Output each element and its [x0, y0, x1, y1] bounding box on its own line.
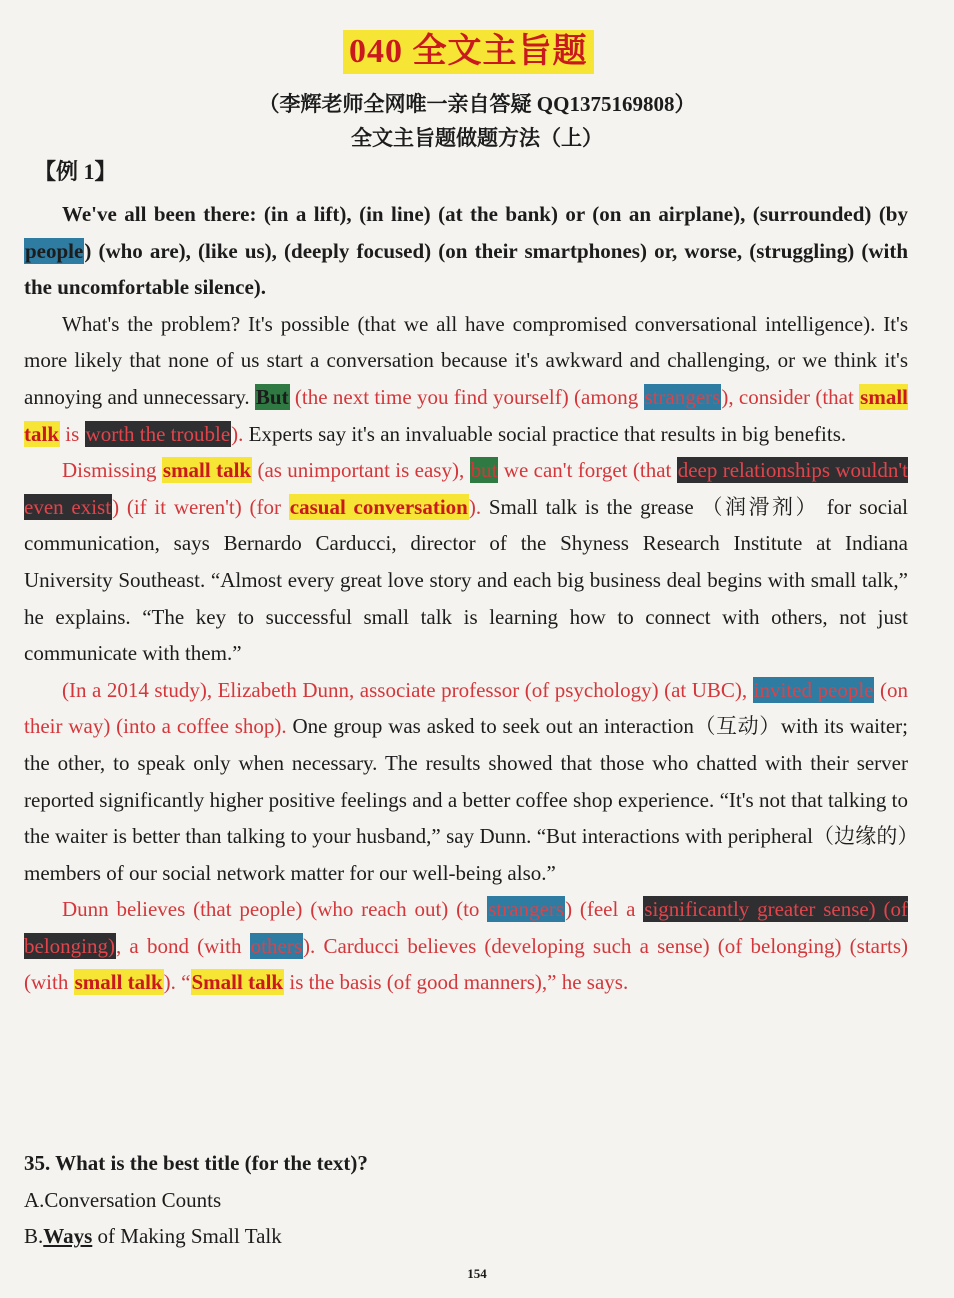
p5-text-c: , a bond (with	[115, 933, 250, 958]
page-title: 040 全文主旨题	[343, 30, 594, 74]
question-block	[24, 1145, 908, 1255]
highlight-but: But	[255, 384, 289, 409]
paragraph-3	[24, 452, 908, 672]
p4-text-c: One group was asked to seek out an interaction（互动）with its waiter; the other, to speak only when necessary. The results showed that those who chatted with their server reported significantly higher positive feelings and a better coffee shop experience. “It's not that talking to the waiter is better than talking to your husband,” say Dunn. “But interactions with peripheral（边缘的）members of our social network matter for our well-being also.”	[24, 714, 908, 885]
highlight-strangers: strangers	[488, 897, 565, 922]
p2-text-d: is	[60, 421, 85, 446]
p5-text-e: ). “	[163, 970, 191, 995]
p2-text-f: Experts say it's an invaluable social practice that results in big benefits.	[243, 421, 847, 446]
highlight-others: others	[250, 933, 302, 958]
highlight-small-talk-2: Small talk	[191, 970, 284, 995]
question-text: 35. What is the best title (for the text)?	[24, 1151, 368, 1175]
option-b-rest: of Making Small Talk	[92, 1224, 282, 1249]
highlight-deep-relationships: deep relationships wouldn't even exist	[24, 458, 909, 519]
subtitle-method: 全文主旨题做题方法（上）	[351, 126, 603, 150]
p1-text-a: We've all been there: (in a lift), (in line) (at the bank) or (on an airplane), (surrounded) (by	[62, 202, 908, 226]
p5-text-a: Dunn believes (that people) (who reach out) (to	[62, 897, 488, 922]
paragraph-2	[24, 306, 908, 452]
p1-text-b: ) (who are), (like us), (deeply focused) (on their smartphones) or, worse, (struggling) (with the uncomfortable silence).	[24, 238, 908, 300]
p2-text-c: ), consider (that	[721, 384, 860, 409]
highlight-small-talk: small talk	[24, 384, 908, 446]
p3-text-c: we can't forget (that	[498, 458, 677, 483]
p4-text-b: (on their way) (into a coffee shop).	[24, 677, 908, 739]
p2-text-a: What's the problem? It's possible (that we all have compromised conversational intelligence). It's more likely that none of us start a conversation because it's awkward and challenging, or we think it's annoying and unnecessary.	[24, 311, 908, 409]
option-b-prefix: B.	[24, 1224, 44, 1249]
p3-text-e: ).	[468, 494, 482, 519]
option-b	[24, 1218, 908, 1255]
paragraph-4	[24, 672, 908, 892]
option-a: A.Conversation Counts	[24, 1187, 222, 1212]
p3-text-b: (as unimportant is easy),	[252, 458, 470, 483]
p5-text-b: ) (feel a	[565, 897, 644, 922]
paragraph-5	[24, 891, 908, 1001]
subtitle-contact: （李辉老师全网唯一亲自答疑 QQ1375169808）	[258, 92, 696, 116]
page-number: 154	[467, 1266, 487, 1281]
p3-text-f: Small talk is the grease （润滑剂） for social communication, says Bernardo Carducci, director of the Shyness Research Institute at Indiana University Southeast. “Almost every great love story and each big business deal begins with small talk,” he explains. “The key to successful small talk is learning how to connect with others, not just communicate with them.”	[24, 494, 909, 666]
paragraph-1	[24, 196, 908, 306]
p3-text-d: ) (if it weren't) (for	[112, 494, 289, 519]
highlight-people: people	[25, 238, 84, 263]
highlight-strangers: strangers	[644, 384, 721, 409]
p2-text-e: ).	[231, 421, 244, 446]
highlight-small-talk: small talk	[74, 970, 163, 995]
passage	[24, 196, 908, 1001]
example-label: 【例 1】	[34, 159, 117, 184]
highlight-but: but	[470, 458, 498, 483]
highlight-casual-conversation: casual conversation	[289, 494, 468, 519]
option-b-underlined-word: Ways	[43, 1224, 93, 1249]
p3-text-a: Dismissing	[62, 458, 162, 483]
p2-text-b: (the next time you find yourself) (among	[289, 384, 644, 409]
highlight-invited-people: invited people	[753, 677, 874, 702]
p5-text-f: is the basis (of good manners),” he says.	[284, 970, 629, 995]
highlight-worth-the-trouble: worth the trouble	[85, 421, 231, 446]
p4-text-a: (In a 2014 study), Elizabeth Dunn, associate professor (of psychology) (at UBC),	[62, 677, 753, 702]
highlight-small-talk: small talk	[162, 458, 252, 483]
p5-text-d: ). Carducci believes (developing such a sense) (of belonging) (starts) (with	[24, 933, 908, 995]
highlight-greater-sense: significantly greater sense) (of belonging)	[24, 897, 908, 958]
